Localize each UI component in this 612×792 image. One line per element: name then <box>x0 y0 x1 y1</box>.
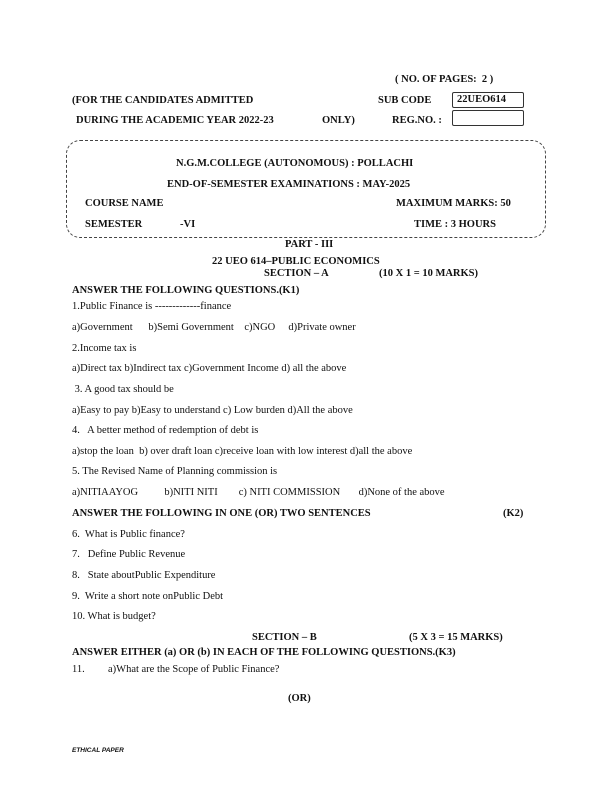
options-line: a)stop the loan b) over draft loan c)receive loan with low interest d)all the above <box>72 446 413 457</box>
section-a-instruction: ANSWER THE FOLLOWING QUESTIONS.(K1) <box>72 285 300 296</box>
section-b-instruction: ANSWER EITHER (a) OR (b) IN EACH OF THE FOLLOWING QUESTIONS.(K3) <box>72 647 456 658</box>
maximum-marks: MAXIMUM MARKS: 50 <box>396 198 511 209</box>
sub-code-value: 22UEO614 <box>457 94 507 105</box>
question-11-a: a)What are the Scope of Public Finance? <box>108 664 280 675</box>
exam-title: END-OF-SEMESTER EXAMINATIONS : MAY-2025 <box>167 179 411 190</box>
exam-time: TIME : 3 HOURS <box>414 219 496 230</box>
question-11-number: 11. <box>72 664 85 675</box>
or-separator: (OR) <box>288 693 311 704</box>
reg-no-field[interactable] <box>452 110 524 126</box>
short-question: 10. What is budget? <box>72 611 156 622</box>
short-question: 9. Write a short note onPublic Debt <box>72 591 224 602</box>
short-question: 7. Define Public Revenue <box>72 549 186 560</box>
academic-year: DURING THE ACADEMIC YEAR 2022-23 <box>76 115 274 126</box>
options-line: a)Easy to pay b)Easy to understand c) Low burden d)All the above <box>72 405 353 416</box>
options-line: a)NITIAAYOG b)NITI NITI c) NITI COMMISSION d)None of the above <box>72 487 445 498</box>
section-a-marks: (10 X 1 = 10 MARKS) <box>379 268 479 279</box>
question-line: 5. The Revised Name of Planning commission is <box>72 466 278 477</box>
question-line: 1.Public Finance is -------------finance <box>72 301 232 312</box>
course-name-label: COURSE NAME <box>85 198 164 209</box>
section-a-heading: SECTION – A <box>264 268 329 279</box>
options-line: a)Direct tax b)Indirect tax c)Government Income d) all the above <box>72 363 347 374</box>
options-line: a)Government b)Semi Government c)NGO d)Private owner <box>72 322 356 333</box>
section-a-instruction-2: ANSWER THE FOLLOWING IN ONE (OR) TWO SENTENCES <box>72 508 371 519</box>
section-a-level-k2: (K2) <box>503 508 524 519</box>
college-name: N.G.M.COLLEGE (AUTONOMOUS) : POLLACHI <box>176 158 414 169</box>
sub-code-box <box>452 92 524 108</box>
only-label: ONLY) <box>322 115 355 126</box>
question-line: 3. A good tax should be <box>72 384 174 395</box>
short-question: 8. State aboutPublic Expenditure <box>72 570 216 581</box>
page-count: ( NO. OF PAGES: 2 ) <box>395 74 494 85</box>
paper-title: 22 UEO 614–PUBLIC ECONOMICS <box>212 256 380 267</box>
reg-no-label: REG.NO. : <box>392 115 442 126</box>
semester-label: SEMESTER <box>85 219 143 230</box>
part-label: PART - III <box>285 239 334 250</box>
footer-watermark: ETHICAL PAPER <box>72 747 124 754</box>
section-b-marks: (5 X 3 = 15 MARKS) <box>409 632 503 643</box>
candidates-note: (FOR THE CANDIDATES ADMITTED <box>72 95 254 106</box>
question-line: 2.Income tax is <box>72 343 137 354</box>
question-line: 4. A better method of redemption of debt is <box>72 425 259 436</box>
short-question: 6. What is Public finance? <box>72 529 185 540</box>
sub-code-label: SUB CODE <box>378 95 432 106</box>
semester-value: -VI <box>180 219 196 230</box>
section-b-heading: SECTION – B <box>252 632 317 643</box>
